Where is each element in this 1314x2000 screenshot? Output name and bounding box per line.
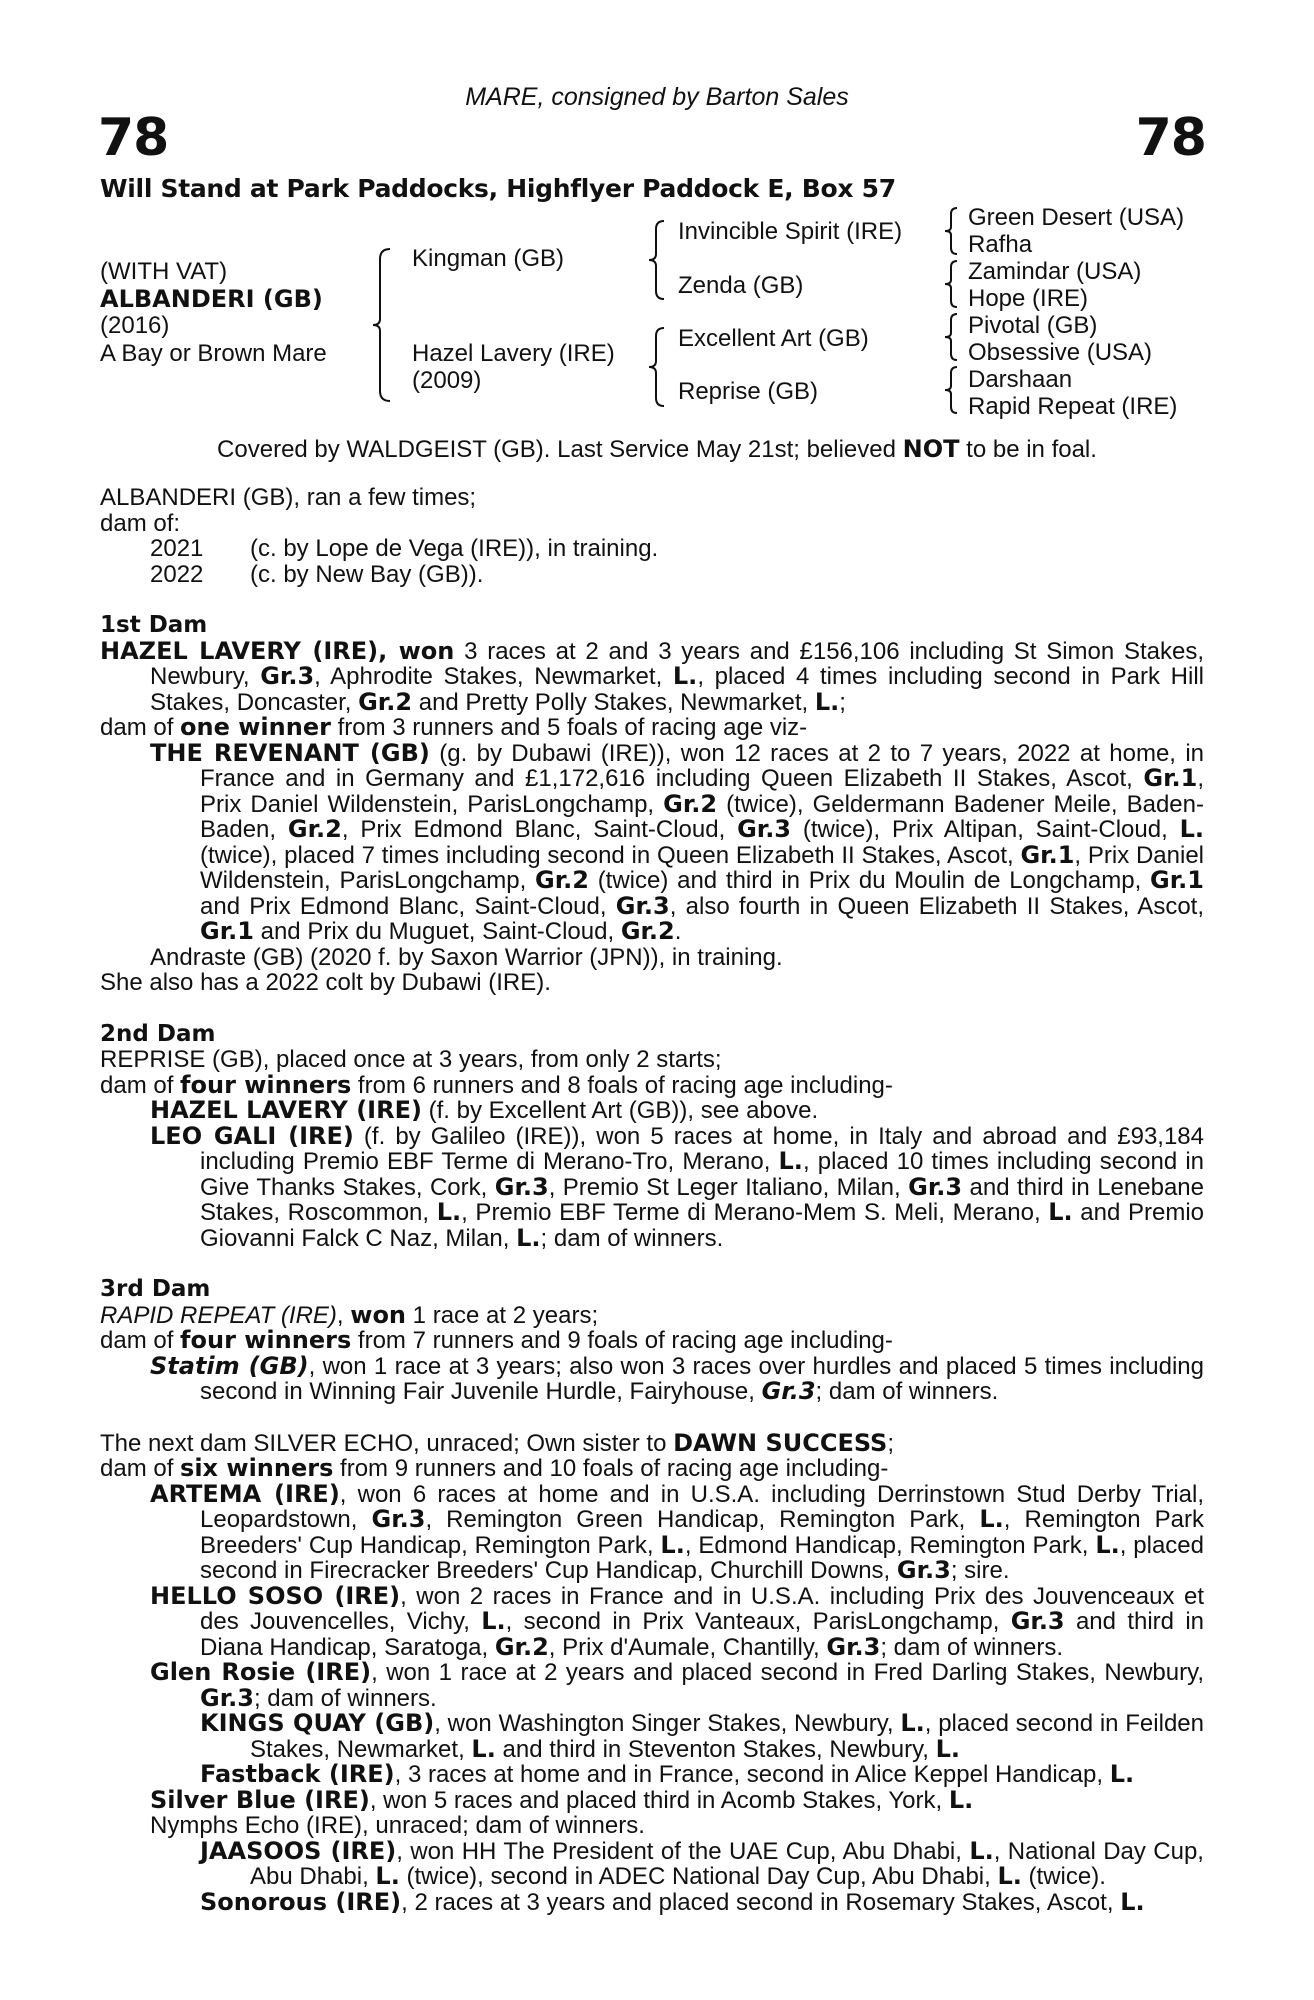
- text-run: Gr.2: [620, 917, 675, 945]
- text-run: , Aphrodite Stakes, Newmarket,: [314, 663, 673, 690]
- text-run: , won HH The President of the UAE Cup, Abu Dhabi,: [396, 1837, 970, 1865]
- text-run: and Prix Edmond Blanc, Saint-Cloud,: [200, 892, 616, 920]
- text-run: L.: [436, 1198, 462, 1226]
- progeny-year: 2021: [150, 535, 204, 562]
- text-run: Gr.3: [494, 1172, 549, 1201]
- text-run: Gr.3: [737, 815, 792, 843]
- text-run: (twice), Geldermann Badener Meile, Baden-Baden,: [200, 790, 1204, 843]
- text-run: , Prix d'Aumale, Chantilly,: [548, 1633, 827, 1661]
- progeny-nymphs-echo: Nymphs Echo (IRE), unraced; dam of winners.: [150, 1812, 645, 1839]
- third-dam-damof: [100, 1328, 1204, 1354]
- text-run: L.: [1048, 1198, 1073, 1226]
- text-run: from 7 runners and 9 foals of racing age including-: [351, 1327, 893, 1354]
- sire-sire: Invincible Spirit (IRE): [678, 218, 903, 245]
- text-run: one winner: [180, 713, 331, 741]
- text-run: dam of: [100, 714, 181, 741]
- text-run: Gr.1: [1150, 866, 1204, 894]
- text-run: DAWN SUCCESS: [673, 1428, 888, 1457]
- second-dam-heading: 2nd Dam: [100, 1020, 216, 1047]
- text-run: (twice).: [1021, 1863, 1106, 1890]
- progeny-jaasoos: [100, 1836, 1204, 1890]
- text-run: ; dam of winners.: [815, 1378, 999, 1405]
- text-run: , placed second in Firecracker Breeders' Cup Handicap, Churchill Downs,: [200, 1531, 1204, 1584]
- text-run: and Pretty Polly Stakes, Newmarket,: [412, 688, 815, 716]
- text-run: , won 6 races at home and in U.S.A. including Derrinstown Stud Derby Trial, Leopardstown,: [200, 1480, 1204, 1533]
- text-run: LEO GALI (IRE): [150, 1121, 354, 1150]
- progeny-glen-rosie: [100, 1660, 1204, 1711]
- text-run: Gr.3: [896, 1556, 951, 1584]
- covered-text: Covered by WALDGEIST (GB). Last Service May 21st; believed: [217, 436, 903, 463]
- text-run: dam of: [100, 1327, 181, 1354]
- text-run: from 9 runners and 10 foals of racing age including-: [333, 1455, 889, 1482]
- text-run: , Edmond Handicap, Remington Park,: [684, 1531, 1096, 1559]
- text-run: four winners: [180, 1326, 352, 1354]
- dam-sire: Excellent Art (GB): [678, 325, 869, 352]
- text-run: six winners: [180, 1454, 334, 1482]
- text-run: , won: [378, 636, 455, 665]
- lot-number-left: 78: [98, 108, 169, 168]
- text-run: Sonorous (IRE): [200, 1887, 402, 1916]
- text-run: ; dam of winners.: [253, 1684, 437, 1712]
- text-run: , second in Prix Vanteaux, ParisLongchamp,: [505, 1608, 1011, 1635]
- text-run: ,: [336, 1301, 351, 1329]
- text-run: L.: [672, 662, 698, 690]
- text-run: Gr.1: [1143, 764, 1198, 792]
- covered-not: NOT: [902, 435, 960, 463]
- text-run: Gr.2: [287, 815, 342, 843]
- second-dam-entry: REPRISE (GB), placed once at 3 years, from only 2 starts;: [100, 1046, 722, 1073]
- text-run: L.: [969, 1836, 994, 1865]
- pedigree-bracket-sire: [646, 218, 668, 302]
- text-run: , also fourth in Queen Elizabeth II Stakes, Ascot,: [669, 892, 1204, 920]
- text-run: Gr.2: [358, 687, 413, 716]
- horse-description: A Bay or Brown Mare: [100, 340, 327, 367]
- text-run: L.: [997, 1862, 1022, 1890]
- text-run: from 6 runners and 8 foals of racing age including-: [351, 1071, 893, 1099]
- text-run: , placed 4 times including second in Park Hill Stakes, Doncaster,: [150, 663, 1204, 716]
- sire-dam-dam: Hope (IRE): [968, 285, 1089, 312]
- text-run: Gr.3: [908, 1172, 963, 1201]
- text-run: Glen Rosie (IRE): [150, 1658, 372, 1686]
- text-run: Gr.3: [761, 1377, 816, 1405]
- progeny-hazel-lavery: [100, 1098, 1204, 1124]
- covered-line: [0, 435, 1314, 464]
- next-dam-damof: [100, 1456, 1204, 1482]
- text-run: ; sire.: [950, 1557, 1010, 1584]
- progeny-artema: [100, 1479, 1204, 1584]
- third-dam-heading: 3rd Dam: [100, 1276, 211, 1302]
- text-run: KINGS QUAY (GB): [200, 1709, 435, 1737]
- dam-sire-dam: Obsessive (USA): [968, 339, 1153, 366]
- progeny-row: [100, 536, 1204, 562]
- text-run: , placed 10 times including second in Give Thanks Stakes, Cork,: [200, 1148, 1204, 1201]
- progeny-text: (c. by New Bay (GB)).: [250, 560, 484, 588]
- text-run: L.: [516, 1223, 541, 1252]
- horse-name: ALBANDERI (GB): [100, 285, 323, 313]
- text-run: .: [674, 918, 682, 945]
- text-run: Gr.2: [663, 789, 718, 818]
- text-run: HAZEL LAVERY (IRE): [150, 1096, 422, 1124]
- text-run: Silver Blue (IRE): [150, 1785, 370, 1814]
- text-run: L.: [1095, 1530, 1120, 1559]
- text-run: L.: [660, 1530, 685, 1559]
- text-run: from 3 runners and 5 foals of racing age viz-: [330, 714, 808, 741]
- first-dam-also: She also has a 2022 colt by Dubawi (IRE).: [100, 969, 551, 996]
- progeny-andraste: Andraste (GB) (2020 f. by Saxon Warrior (JPN)), in training.: [150, 943, 783, 971]
- first-dam-entry: [100, 636, 1205, 716]
- text-run: , won 1 race at 2 years and placed second in Fred Darling Stakes, Newbury,: [371, 1659, 1205, 1686]
- text-run: L.: [948, 1785, 974, 1814]
- dam-name: Hazel Lavery (IRE): [412, 340, 615, 367]
- text-run: Fastback (IRE): [200, 1760, 395, 1788]
- text-run: Gr.3: [200, 1683, 254, 1712]
- dam-sire-sire: Pivotal (GB): [968, 312, 1098, 339]
- text-run: L.: [900, 1709, 925, 1737]
- progeny-row: [100, 562, 1204, 588]
- horse-year: (2016): [100, 312, 170, 339]
- next-dam-entry: [100, 1428, 1204, 1457]
- dam-dam-dam: Rapid Repeat (IRE): [968, 393, 1178, 420]
- text-run: , National Day Cup, Abu Dhabi,: [250, 1837, 1204, 1890]
- text-run: ARTEMA (IRE): [150, 1479, 340, 1508]
- progeny-fastback: [100, 1762, 1204, 1788]
- lot-number-right: 78: [1135, 108, 1206, 168]
- text-run: , Remington Park Breeders' Cup Handicap, Remington Park,: [200, 1506, 1204, 1559]
- second-dam-damof: [100, 1070, 1204, 1099]
- text-run: (twice) and third in Prix du Moulin de Longchamp,: [588, 867, 1151, 894]
- text-run: and third in Lenebane Stakes, Roscommon,: [200, 1173, 1204, 1226]
- text-run: 3 races at 2 and 3 years and £156,106 including St Simon Stakes, Newbury,: [150, 637, 1205, 690]
- text-run: JAASOOS (IRE): [200, 1836, 397, 1865]
- text-run: L.: [1109, 1760, 1135, 1788]
- pedigree-brackets-fourth: [943, 205, 961, 420]
- text-run: L.: [1120, 1887, 1145, 1916]
- dam-dam: Reprise (GB): [678, 378, 819, 405]
- text-run: The next dam SILVER ECHO, unraced; Own sister to: [100, 1429, 674, 1457]
- text-run: ; dam of winners.: [540, 1224, 724, 1252]
- text-run: dam of: [100, 1455, 181, 1482]
- text-run: (twice), Prix Altipan, Saint-Cloud,: [791, 816, 1180, 843]
- progeny-statim: [100, 1351, 1204, 1405]
- text-run: RAPID REPEAT (IRE): [100, 1301, 337, 1329]
- covered-text-end: to be in foal.: [959, 436, 1097, 463]
- intro-line: ALBANDERI (GB), ran a few times;: [100, 484, 477, 511]
- progeny-sonorous: [100, 1887, 1204, 1916]
- text-run: and third in Diana Handicap, Saratoga,: [200, 1608, 1205, 1661]
- text-run: , won 1 race at 3 years; also won 3 races over hurdles and placed 5 times including second in Winning Fair Juvenile Hurdle, Fairyhouse,: [200, 1352, 1204, 1405]
- progeny-kings-quay: [100, 1711, 1204, 1762]
- text-run: (f. by Excellent Art (GB)), see above.: [421, 1097, 819, 1124]
- progeny-leo-gali: [100, 1121, 1205, 1252]
- progeny-the-revenant: [100, 738, 1205, 945]
- progeny-year: 2022: [150, 560, 204, 588]
- text-run: and third in Steventon Stakes, Newbury,: [495, 1735, 936, 1763]
- sire-dam: Zenda (GB): [678, 272, 804, 299]
- text-run: four winners: [180, 1070, 352, 1099]
- location-line: Will Stand at Park Paddocks, Highflyer Paddock E, Box 57: [100, 174, 896, 203]
- text-run: Gr.3: [826, 1632, 881, 1661]
- text-run: (twice), second in ADEC National Day Cup, Abu Dhabi,: [399, 1863, 998, 1890]
- text-run: (f. by Galileo (IRE)), won 5 races at home, in Italy and abroad and £93,184 including Premio EBF Terme di Merano-Tro, Merano,: [200, 1122, 1204, 1175]
- consignor-line: MARE, consigned by Barton Sales: [465, 83, 849, 111]
- dam-dam-sire: Darshaan: [968, 366, 1073, 393]
- text-run: L.: [814, 687, 840, 716]
- text-run: and Prix du Muguet, Saint-Cloud,: [253, 918, 621, 945]
- first-dam-damof: [100, 715, 1204, 741]
- pedigree-bracket-dam: [646, 325, 668, 409]
- text-run: , Remington Green Handicap, Remington Park,: [425, 1506, 980, 1533]
- text-run: and Premio Giovanni Falck C Naz, Milan,: [200, 1199, 1205, 1252]
- first-dam-heading: 1st Dam: [100, 612, 208, 638]
- text-run: , Prix Edmond Blanc, Saint-Cloud,: [341, 816, 738, 843]
- text-run: Gr.3: [371, 1505, 426, 1533]
- text-run: THE REVENANT (GB): [150, 738, 430, 767]
- text-run: ;: [887, 1429, 895, 1457]
- text-run: Gr.3: [260, 662, 315, 690]
- sire-name: Kingman (GB): [412, 245, 565, 272]
- text-run: , Premio EBF Terme di Merano-Mem S. Meli, Merano,: [461, 1199, 1049, 1226]
- text-run: Gr.1: [1020, 840, 1075, 869]
- text-run: L.: [375, 1862, 400, 1890]
- catalogue-body: [100, 485, 1204, 1915]
- text-run: L.: [778, 1147, 803, 1175]
- intro-damof: dam of:: [100, 509, 181, 537]
- text-run: Gr.2: [535, 866, 589, 894]
- text-run: , won Washington Singer Stakes, Newbury,: [434, 1710, 901, 1737]
- pedigree-bracket-main: [370, 245, 396, 405]
- text-run: L.: [481, 1607, 506, 1635]
- sire-sire-sire: Green Desert (USA): [968, 204, 1185, 231]
- text-run: Gr.3: [1010, 1607, 1065, 1635]
- dam-year: (2009): [412, 367, 482, 394]
- sire-sire-dam: Rafha: [968, 231, 1033, 258]
- text-run: Statim (GB): [150, 1351, 309, 1380]
- text-run: 1 race at 2 years;: [406, 1301, 599, 1329]
- text-run: L.: [935, 1734, 961, 1763]
- text-run: , won 5 races and placed third in Acomb Stakes, York,: [369, 1786, 949, 1814]
- text-run: won: [350, 1300, 407, 1329]
- text-run: , placed second in Feilden Stakes, Newmarket,: [250, 1710, 1204, 1763]
- text-run: Gr.2: [494, 1632, 549, 1661]
- text-run: L.: [471, 1734, 496, 1763]
- text-run: HAZEL LAVERY (IRE): [100, 636, 379, 665]
- sire-dam-sire: Zamindar (USA): [968, 258, 1142, 285]
- text-run: , 2 races at 3 years and placed second in Rosemary Stakes, Ascot,: [401, 1888, 1121, 1916]
- text-run: (twice), placed 7 times including second in Queen Elizabeth II Stakes, Ascot,: [200, 841, 1021, 869]
- text-run: HELLO SOSO (IRE): [150, 1581, 401, 1610]
- text-run: dam of: [100, 1071, 181, 1099]
- text-run: , won 2 races in France and in U.S.A. including Prix des Jouvenceaux et des Jouvencelles, Vichy,: [200, 1582, 1204, 1635]
- third-dam-entry: [100, 1300, 1204, 1329]
- text-run: , Premio St Leger Italiano, Milan,: [548, 1173, 909, 1201]
- text-run: L.: [1179, 815, 1204, 843]
- text-run: , Prix Daniel Wildenstein, ParisLongchamp,: [200, 841, 1205, 894]
- text-run: (g. by Dubawi (IRE)), won 12 races at 2 to 7 years, 2022 at home, in France and in Germany and £1,172,616 including Queen Elizabeth II Stakes, Ascot,: [200, 739, 1205, 792]
- progeny-hello-soso: [100, 1581, 1205, 1661]
- vat-label: (WITH VAT): [100, 258, 228, 285]
- text-run: ;: [839, 688, 846, 716]
- progeny-text: (c. by Lope de Vega (IRE)), in training.: [250, 535, 659, 562]
- progeny-silver-blue: [100, 1785, 1204, 1814]
- text-run: ; dam of winners.: [880, 1633, 1064, 1661]
- text-run: L.: [979, 1505, 1004, 1533]
- text-run: , Prix Daniel Wildenstein, ParisLongchamp,: [200, 765, 1204, 818]
- text-run: Gr.1: [200, 917, 254, 945]
- text-run: , 3 races at home and in France, second in Alice Keppel Handicap,: [394, 1761, 1110, 1788]
- text-run: Gr.3: [615, 891, 670, 920]
